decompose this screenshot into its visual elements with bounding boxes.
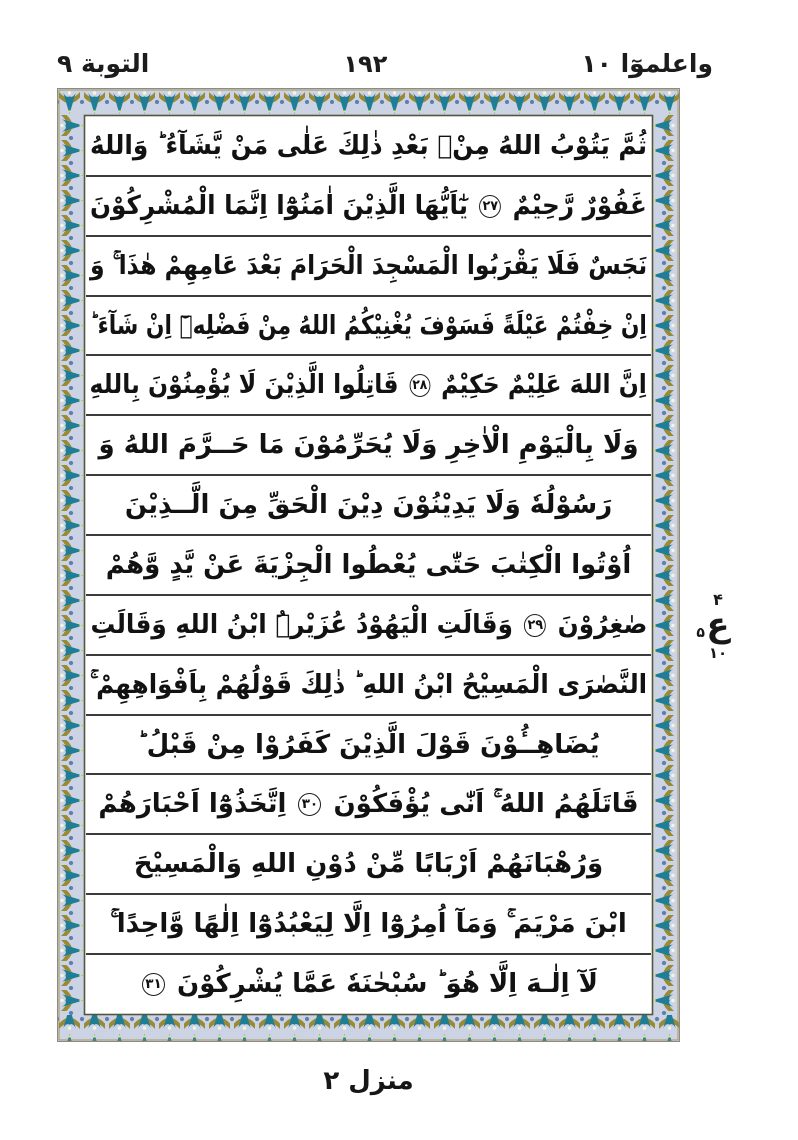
quran-line bbox=[86, 177, 651, 237]
ayah-number: ۳۱ bbox=[142, 973, 165, 996]
quran-line-text: صٰغِرُوْنَ ۲۹ وَقَالَتِ الْيَهُوْدُ عُزَيْرُۨ ابْنُ اللهِ وَقَالَتِ bbox=[90, 609, 647, 640]
juz-label: واعلموٓا ١٠ bbox=[581, 49, 713, 78]
quran-line-text: غَفُوْرٌ رَّحِيْمٌ ۲۷ يٰٓاَيُّهَا الَّذِيْنَ اٰمَنُوْٓا اِنَّمَا الْمُشْرِكُوْنَ bbox=[90, 190, 647, 221]
quran-line bbox=[86, 536, 651, 596]
quran-line bbox=[86, 656, 651, 716]
quran-line bbox=[86, 716, 651, 776]
quran-line-text: وَرُهْبَانَهُمْ اَرْبَابًا مِّنْ دُوْنِ اللهِ وَالْمَسِيْحَ bbox=[133, 849, 604, 880]
manzil-label: منزل ٢ bbox=[323, 1066, 414, 1096]
page-number: ١٩٢ bbox=[343, 50, 388, 78]
quran-line-text: قَاتَلَهُمُ اللهُ ۚ اَنّٰى يُؤْفَكُوْنَ ۳۰ اِتَّخَذُوْٓا اَحْبَارَهُمْ bbox=[98, 789, 639, 820]
ruku-number-bottom: ١٠ bbox=[708, 643, 728, 662]
quran-line bbox=[86, 297, 651, 357]
quran-line-text: ابْنَ مَرْيَمَ ۚ وَمَآ اُمِرُوْٓا اِلَّا لِيَعْبُدُوْٓا اِلٰهًا وَّاحِدًا ۚ bbox=[110, 909, 627, 940]
quran-line bbox=[86, 416, 651, 476]
quran-line bbox=[86, 775, 651, 835]
surah-label: التوبة ٩ bbox=[57, 49, 150, 78]
quran-line-text: رَسُوْلُهٗ وَلَا يَدِيْنُوْنَ دِيْنَ الْحَقِّ مِنَ الَّــذِيْنَ bbox=[124, 490, 613, 521]
ruku-number-inner: ۵ bbox=[696, 624, 705, 641]
quran-line-text: نَجَسٌ فَلَا يَقْرَبُوا الْمَسْجِدَ الْحَرَامَ بَعْدَ عَامِهِمْ هٰذَا ۚ وَ bbox=[89, 250, 648, 281]
ruku-ain-symbol bbox=[696, 605, 730, 645]
page-header bbox=[57, 30, 713, 78]
ayah-number: ۳۰ bbox=[298, 793, 321, 816]
quran-line-text: لَآ اِلٰـهَ اِلَّا هُوَ ؕ سُبْحٰنَهٗ عَمَّا يُشْرِكُوْنَ ۳۱ bbox=[139, 971, 598, 997]
quran-line bbox=[86, 955, 651, 1013]
page-frame bbox=[57, 88, 680, 1042]
quran-line-text: يُضَاهِــُٔوْنَ قَوْلَ الَّذِيْنَ كَفَرُوْا مِنْ قَبْلُ ؕ bbox=[137, 729, 600, 760]
text-area bbox=[86, 117, 651, 1013]
ruku-letter: ع bbox=[706, 605, 730, 645]
ruku-marker bbox=[694, 592, 742, 662]
quran-line-text: وَلَا بِالْيَوْمِ الْاٰخِرِ وَلَا يُحَرِّمُوْنَ مَا حَــرَّمَ اللهُ وَ bbox=[98, 430, 639, 461]
quran-line-text: اِنْ خِفْتُمْ عَيْلَةً فَسَوْفَ يُغْنِيْكُمُ اللهُ مِنْ فَضْلِهٖٓ اِنْ شَآءَ ؕ bbox=[90, 310, 647, 341]
quran-line bbox=[86, 835, 651, 895]
ayah-number: ۲۸ bbox=[410, 374, 431, 397]
quran-line-text: ثُمَّ يَتُوْبُ اللهُ مِنْۢ بَعْدِ ذٰلِكَ عَلٰى مَنْ يَّشَآءُ ؕ وَاللهُ bbox=[89, 130, 648, 161]
ayah-number: ۲۷ bbox=[479, 195, 501, 218]
quran-line bbox=[86, 117, 651, 177]
quran-line-text: اُوْتُوا الْكِتٰبَ حَتّٰى يُعْطُوا الْجِزْيَةَ عَنْ يَّدٍ وَّهُمْ bbox=[105, 549, 632, 580]
quran-line bbox=[86, 356, 651, 416]
quran-line bbox=[86, 476, 651, 536]
quran-line bbox=[86, 596, 651, 656]
ruku-number-top: ۴ bbox=[713, 590, 723, 609]
ayah-number: ۲۹ bbox=[524, 614, 546, 637]
quran-line-text: النَّصٰرَى الْمَسِيْحُ ابْنُ اللهِ ؕ ذٰلِكَ قَوْلُهُمْ بِاَفْوَاهِهِمْ ۚ bbox=[89, 669, 648, 700]
quran-line-text: اِنَّ اللهَ عَلِيْمٌ حَكِيْمٌ ۲۸ قَاتِلُوا الَّذِيْنَ لَا يُؤْمِنُوْنَ بِاللهِ bbox=[89, 370, 648, 401]
quran-line bbox=[86, 237, 651, 297]
quran-line bbox=[86, 895, 651, 955]
